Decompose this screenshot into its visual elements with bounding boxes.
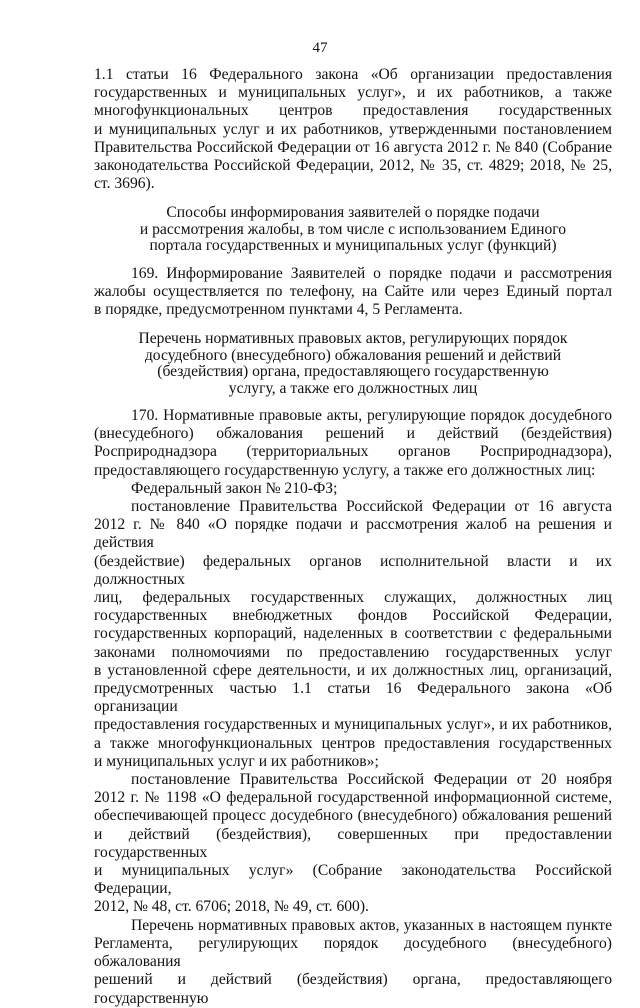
text-line: и муниципальных услуг» (Собрание законодательства Российской Федерации, (94, 862, 612, 898)
list-item-law: Федеральный закон № 210-ФЗ; (131, 479, 338, 497)
paragraph-continuation (94, 66, 612, 193)
text-line: 169. Информирование Заявителей о порядке подачи и рассмотрения (131, 265, 612, 282)
heading-line: (бездействия) органа, предоставляющего государственную (157, 363, 549, 380)
section-heading (94, 331, 612, 397)
heading-line: Способы информирования заявителей о порядке подачи (166, 204, 540, 221)
page-number: 47 (312, 40, 328, 56)
section-heading (94, 205, 612, 255)
text-line: Перечень нормативных правовых актов, указанных в настоящем пункте (131, 916, 612, 934)
text-line: государственных и муниципальных услуг», и их работников, а также (94, 84, 612, 102)
text-line: 1.1 статьи 16 Федерального закона «Об организации предоставления (94, 66, 612, 83)
text-line: Росприроднадзора (территориальных органов Росприроднадзора), (94, 443, 612, 461)
text-line: жалобы осуществляется по телефону, на Сайте или через Единый портал (94, 283, 612, 301)
text-line: ст. 3696). (94, 175, 155, 193)
text-line: обеспечивающей процесс досудебного (внесудебного) обжалования решений (94, 807, 612, 825)
heading-line: Перечень нормативных правовых актов, регулирующих порядок (138, 330, 568, 347)
text-line: 2012 г. № 840 «О порядке подачи и рассмотрения жалоб на решения и действия (94, 516, 612, 552)
text-line: 2012, № 48, ст. 6706; 2018, № 49, ст. 600). (94, 898, 369, 916)
text-line: (бездействие) федеральных органов исполнительной власти и их должностных (94, 552, 612, 588)
text-line: многофункциональных центров предоставления государственных (94, 102, 612, 120)
text-line: постановление Правительства Российской Федерации от 20 ноября (131, 771, 612, 789)
text-line: а также многофункциональных центров предоставления государственных (94, 734, 612, 752)
text-line: предоставления государственных и муниципальных услуг», и их работников, (94, 716, 612, 734)
paragraph-170 (94, 407, 612, 1008)
text-line: постановление Правительства Российской Федерации от 16 августа (131, 498, 612, 516)
text-line: и муниципальных услуг и их работников, утвержденными постановлением (94, 120, 612, 138)
text-line: предоставляющего государственную услугу, а также его должностных лиц: (94, 461, 596, 479)
text-line: предусмотренных частью 1.1 статьи 16 Федерального закона «Об организации (94, 680, 612, 716)
text-line: Регламента, регулирующих порядок досудебного (внесудебного) обжалования (94, 934, 612, 971)
text-line: (внесудебного) обжалования решений и действий (бездействия) (94, 425, 612, 443)
heading-line: досудебного (внесудебного) обжалования решений и действий (144, 346, 562, 364)
text-line: и действий (бездействия), совершенных при предоставлении государственных (94, 825, 612, 861)
heading-line: портала государственных и муниципальных услуг (функций) (149, 237, 557, 254)
paragraph-169 (94, 265, 612, 320)
text-line: государственных внебюджетных фондов Российской Федерации, (94, 607, 612, 625)
heading-line: и рассмотрения жалобы, в том числе с использованием Единого (139, 220, 567, 238)
text-line: законами полномочиями по предоставлению государственных услуг (94, 643, 612, 661)
text-line: лиц, федеральных государственных служащих, должностных лиц (94, 589, 612, 607)
text-line: 2012 г. № 1198 «О федеральной государственной информационной системе, (94, 789, 612, 807)
heading-line: услугу, а также его должностных лиц (228, 379, 478, 397)
text-line: Правительства Российской Федерации от 16 августа 2012 г. № 840 (Собрание (94, 138, 612, 156)
text-line: государственных корпораций, наделенных в соответствии с федеральными (94, 625, 612, 643)
text-line: и муниципальных услуг и их работников»; (94, 752, 379, 770)
text-line: законодательства Российской Федерации, 2012, № 35, ст. 4829; 2018, № 25, (94, 157, 612, 175)
text-line: 170. Нормативные правовые акты, регулирующие порядок досудебного (131, 407, 612, 424)
text-line: в порядке, предусмотренном пунктами 4, 5 Регламента. (94, 301, 463, 319)
text-line: решений и действий (бездействия) органа, предоставляющего государственную (94, 971, 612, 1007)
text-line: в установленной сфере деятельности, и их должностных лиц, организаций, (94, 661, 612, 679)
